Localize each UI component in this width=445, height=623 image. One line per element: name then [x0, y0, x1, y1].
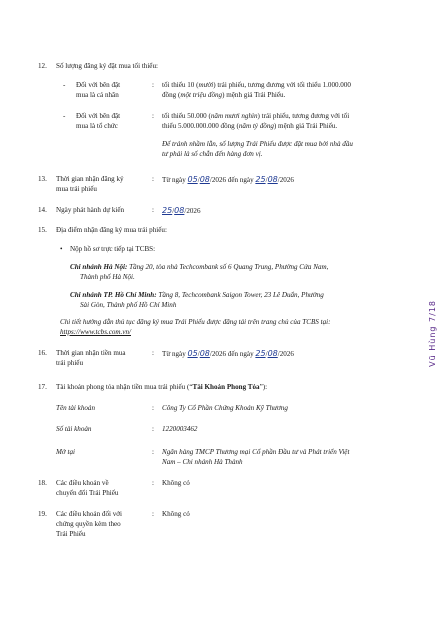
- account-name-colon: :: [152, 404, 154, 412]
- item-18-value: Không có: [162, 479, 190, 487]
- handwritten-month-end: 08: [267, 175, 278, 184]
- bank-colon: :: [152, 448, 154, 456]
- item-14-label: Ngày phát hành dự kiến: [56, 206, 125, 214]
- item-12a-dash: -: [63, 81, 66, 89]
- item-18-label-2: chuyển đổi Trái Phiếu: [56, 489, 119, 497]
- item-12a-colon: :: [152, 81, 154, 89]
- account-number-value: 1220003462: [162, 425, 198, 433]
- item-18-colon: :: [152, 479, 154, 487]
- item-19-label-1: Các điều khoản đối với: [56, 510, 123, 518]
- bank-value-line-1: Ngân hàng TMCP Thương mại Cổ phần Đầu tư và Phát triển Việt: [162, 448, 350, 456]
- item-16-number: 16.: [38, 349, 47, 357]
- item-12-note-line-1: Để tránh nhầm lẫn, số lượng Trái Phiếu được đặt mua bởi nhà đầu: [162, 140, 353, 148]
- item-19-label-3: Trái Phiếu: [56, 530, 86, 538]
- item-19-colon: :: [152, 510, 154, 518]
- handwritten-issue-day: 25: [162, 206, 173, 215]
- account-name-label: Tên tài khoản: [56, 404, 96, 412]
- item-12a-label-2: mua là cá nhân: [76, 91, 119, 99]
- item-12b-label-2: mua là tổ chức: [76, 122, 118, 130]
- item-15-hcm-line-2: Sài Gòn, Thành phố Hồ Chí Minh: [80, 301, 177, 309]
- item-12b-line-2: thiểu 5.000.000.000 đồng (năm tỷ đồng) mệnh giá Trái Phiếu.: [162, 122, 338, 130]
- item-16-label-2: trái phiếu: [56, 359, 83, 367]
- item-15-hanoi-line-2: Thành phố Hà Nội.: [80, 273, 135, 281]
- item-16-value: Từ ngày 05/08/2026 đến ngày 25/08/2026: [162, 349, 294, 358]
- item-15-hanoi-line-1: Chi nhánh Hà Nội: Tầng 20, tòa nhà Techcombank số 6 Quang Trung, Phường Cửa Nam,: [70, 263, 329, 271]
- item-13-label-1: Thời gian nhận đăng ký: [56, 175, 124, 183]
- item-12-number: 12.: [38, 62, 47, 70]
- item-19-label-2: chứng quyền kèm theo: [56, 520, 121, 528]
- tcbs-website-link[interactable]: https://www.tcbs.com.vn/: [60, 328, 131, 336]
- item-15-title: Địa điểm nhận đăng ký mua trái phiếu:: [56, 226, 167, 234]
- item-15-hcm-line-1: Chi nhánh TP. Hồ Chí Minh: Tầng 8, Techcombank Saigon Tower, 23 Lê Duẩn, Phường: [70, 291, 324, 299]
- item-13-number: 13.: [38, 175, 47, 183]
- item-12a-line-1: tối thiểu 10 (mười) trái phiếu, tương đương với tối thiểu 1.000.000: [162, 81, 351, 89]
- bank-value-line-2: Nam – Chi nhánh Hà Thành: [162, 458, 243, 466]
- handwritten-payment-day-start: 05: [187, 349, 198, 358]
- account-number-label: Số tài khoản: [56, 425, 92, 433]
- account-number-colon: :: [152, 425, 154, 433]
- item-16-colon: :: [152, 349, 154, 357]
- item-14-value: 25/08/2026: [162, 206, 201, 215]
- item-12b-line-1: tối thiểu 50.000 (năm mươi nghìn) trái phiếu, tương đương với tối: [162, 112, 350, 120]
- item-12a-label-1: Đối với bên đặt: [76, 81, 121, 89]
- item-18-label-1: Các điều khoản về: [56, 479, 109, 487]
- item-18-number: 18.: [38, 479, 47, 487]
- item-13-label-2: mua trái phiếu: [56, 185, 97, 193]
- handwritten-payment-month-start: 08: [199, 349, 210, 358]
- item-17-number: 17.: [38, 383, 47, 391]
- handwritten-month-start: 08: [199, 175, 210, 184]
- item-13-value: Từ ngày 05/08/2026 đến ngày 25/08/2026: [162, 175, 294, 184]
- item-12-title: Số lượng đăng ký đặt mua tối thiểu:: [56, 62, 158, 70]
- item-12-note-line-2: tư phải là số chẵn đến hàng đơn vị.: [162, 150, 263, 158]
- margin-initials-note: Vũ Hùng 7/18: [428, 300, 437, 367]
- item-12a-line-2: đồng (một triệu đồng) mệnh giá Trái Phiếu.: [162, 91, 286, 99]
- item-17-title: Tài khoản phong tỏa nhận tiền mua trái phiếu (“Tài Khoản Phong Tỏa”):: [56, 383, 268, 391]
- handwritten-payment-day-end: 25: [255, 349, 266, 358]
- item-14-number: 14.: [38, 206, 47, 214]
- item-12b-label-1: Đối với bên đặt: [76, 112, 121, 120]
- item-16-label-1: Thời gian nhận tiền mua: [56, 349, 126, 357]
- bank-label: Mở tại: [56, 448, 75, 456]
- handwritten-day-end: 25: [255, 175, 266, 184]
- item-15-number: 15.: [38, 226, 47, 234]
- item-19-value: Không có: [162, 510, 190, 518]
- item-19-number: 19.: [38, 510, 47, 518]
- item-15-note-line-1: Chi tiết hướng dẫn thủ tục đăng ký mua Trái Phiếu được đăng tải trên trang chủ của TCBS tại:: [60, 318, 331, 326]
- item-15-sub: Nộp hồ sơ trực tiếp tại TCBS:: [70, 245, 156, 253]
- item-13-colon: :: [152, 175, 154, 183]
- handwritten-day-start: 05: [187, 175, 198, 184]
- account-name-value: Công Ty Cổ Phần Chứng Khoán Kỹ Thương: [162, 404, 288, 412]
- item-15-bullet: •: [60, 245, 63, 253]
- item-12b-colon: :: [152, 112, 154, 120]
- item-14-colon: :: [152, 206, 154, 214]
- item-12b-dash: -: [63, 112, 66, 120]
- handwritten-issue-month: 08: [174, 206, 185, 215]
- handwritten-payment-month-end: 08: [267, 349, 278, 358]
